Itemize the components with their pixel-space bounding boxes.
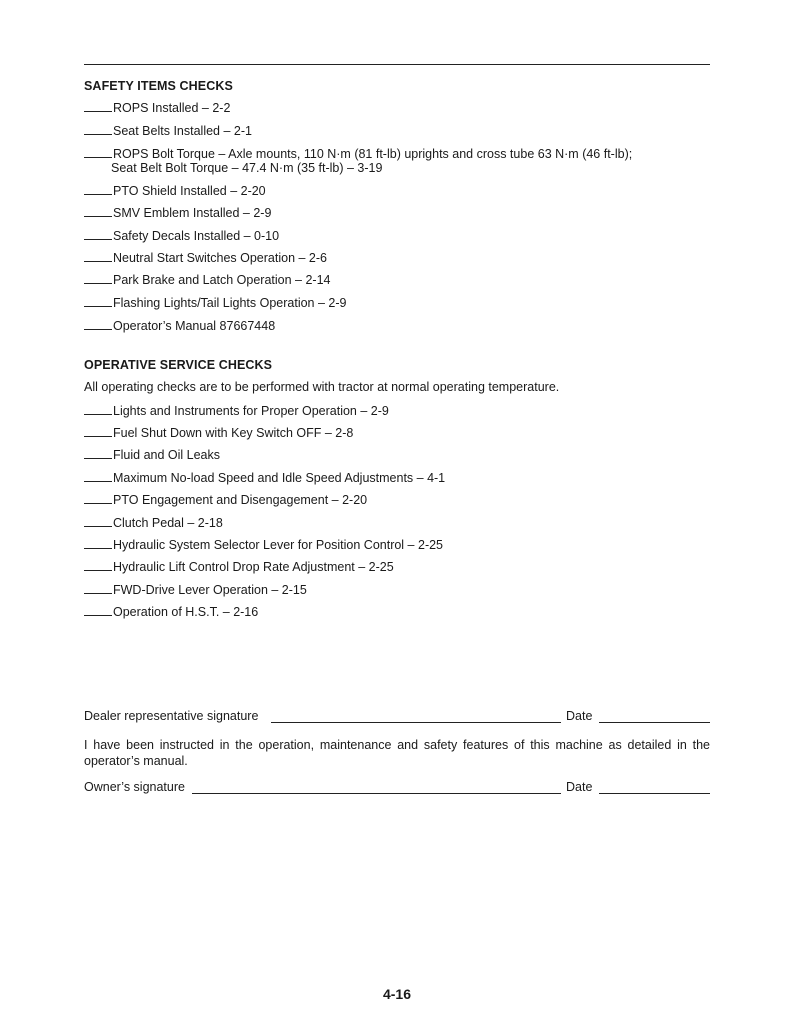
check-blank[interactable] (84, 558, 112, 571)
check-blank[interactable] (84, 145, 112, 158)
top-rule (84, 64, 710, 65)
checklist-item (84, 227, 279, 244)
checklist-item (84, 469, 445, 486)
item-label: PTO Shield Installed – 2-20 (113, 184, 266, 198)
checklist-item (84, 99, 230, 116)
owner-signature-label: Owner’s signature (84, 780, 185, 794)
item-label: Operation of H.S.T. – 2-16 (113, 605, 259, 619)
instruction-statement: I have been instructed in the operation, maintenance and safety features of this machine as detailed in the operator’s manual. (84, 738, 710, 768)
dealer-date-field[interactable] (599, 722, 710, 723)
check-blank[interactable] (84, 603, 112, 616)
page-number: 4-16 (382, 986, 412, 1002)
owner-date-label: Date (566, 780, 593, 794)
checklist-item (84, 424, 353, 441)
check-blank[interactable] (84, 99, 112, 112)
check-blank[interactable] (84, 317, 112, 330)
checklist-item (84, 491, 367, 508)
check-blank[interactable] (84, 491, 112, 504)
dealer-signature-label: Dealer representative signature (84, 709, 259, 723)
item-label: Maximum No-load Speed and Idle Speed Adjustments – 4-1 (113, 471, 446, 485)
dealer-signature-field[interactable] (271, 722, 561, 723)
item-label: Fluid and Oil Leaks (113, 448, 221, 462)
checklist-item (84, 536, 443, 553)
checklist-item (84, 558, 394, 575)
check-blank[interactable] (84, 402, 112, 415)
owner-signature-row (84, 780, 710, 798)
check-blank[interactable] (84, 271, 112, 284)
item-label: Neutral Start Switches Operation – 2-6 (113, 251, 327, 265)
checklist-item (84, 204, 271, 221)
owner-date-field[interactable] (599, 793, 710, 794)
item-label: Clutch Pedal – 2-18 (113, 516, 223, 530)
item-label: ROPS Bolt Torque – Axle mounts, 110 N·m (81 ft-lb) uprights and cross tube 63 N·m (46 ft-lb); (113, 147, 633, 161)
check-blank[interactable] (84, 227, 112, 240)
item-label: Fuel Shut Down with Key Switch OFF – 2-8 (113, 426, 354, 440)
checklist-item (84, 603, 258, 620)
check-blank[interactable] (84, 249, 112, 262)
check-blank[interactable] (84, 581, 112, 594)
owner-signature-field[interactable] (192, 793, 561, 794)
checklist-item (84, 446, 220, 463)
item-label: SMV Emblem Installed – 2-9 (113, 206, 272, 220)
dealer-signature-row (84, 709, 710, 727)
checklist-item (84, 402, 389, 419)
checklist-item (84, 249, 327, 266)
item-label: Hydraulic System Selector Lever for Position Control – 2-25 (113, 538, 444, 552)
item-label: PTO Engagement and Disengagement – 2-20 (113, 493, 368, 507)
safety-heading: SAFETY ITEMS CHECKS (84, 79, 233, 93)
item-label: Lights and Instruments for Proper Operation – 2-9 (113, 404, 389, 418)
dealer-date-label: Date (566, 709, 593, 723)
operative-intro: All operating checks are to be performed with tractor at normal operating temperature. (84, 380, 560, 394)
check-blank[interactable] (84, 536, 112, 549)
item-label: Hydraulic Lift Control Drop Rate Adjustment – 2-25 (113, 560, 394, 574)
check-blank[interactable] (84, 446, 112, 459)
checklist-item (84, 514, 223, 531)
item-label: Safety Decals Installed – 0-10 (113, 229, 280, 243)
operative-heading: OPERATIVE SERVICE CHECKS (84, 358, 273, 372)
check-blank[interactable] (84, 424, 112, 437)
checklist-item (84, 182, 266, 199)
check-blank[interactable] (84, 182, 112, 195)
check-blank[interactable] (84, 469, 112, 482)
item-label: Park Brake and Latch Operation – 2-14 (113, 273, 331, 287)
item-label: Seat Belts Installed – 2-1 (113, 124, 252, 138)
checklist-item (84, 271, 331, 288)
checklist-item (84, 294, 346, 311)
item-continuation: Seat Belt Bolt Torque – 47.4 N·m (35 ft-lb) – 3-19 (111, 161, 383, 175)
checklist-item (84, 122, 252, 139)
check-blank[interactable] (84, 294, 112, 307)
checklist-item (84, 581, 307, 598)
item-label: Operator’s Manual 87667448 (113, 319, 276, 333)
item-label: FWD-Drive Lever Operation – 2-15 (113, 583, 307, 597)
check-blank[interactable] (84, 122, 112, 135)
check-blank[interactable] (84, 514, 112, 527)
item-label: Flashing Lights/Tail Lights Operation – 2-9 (113, 296, 347, 310)
checklist-item (84, 317, 275, 334)
item-label: ROPS Installed – 2-2 (113, 101, 231, 115)
check-blank[interactable] (84, 204, 112, 217)
